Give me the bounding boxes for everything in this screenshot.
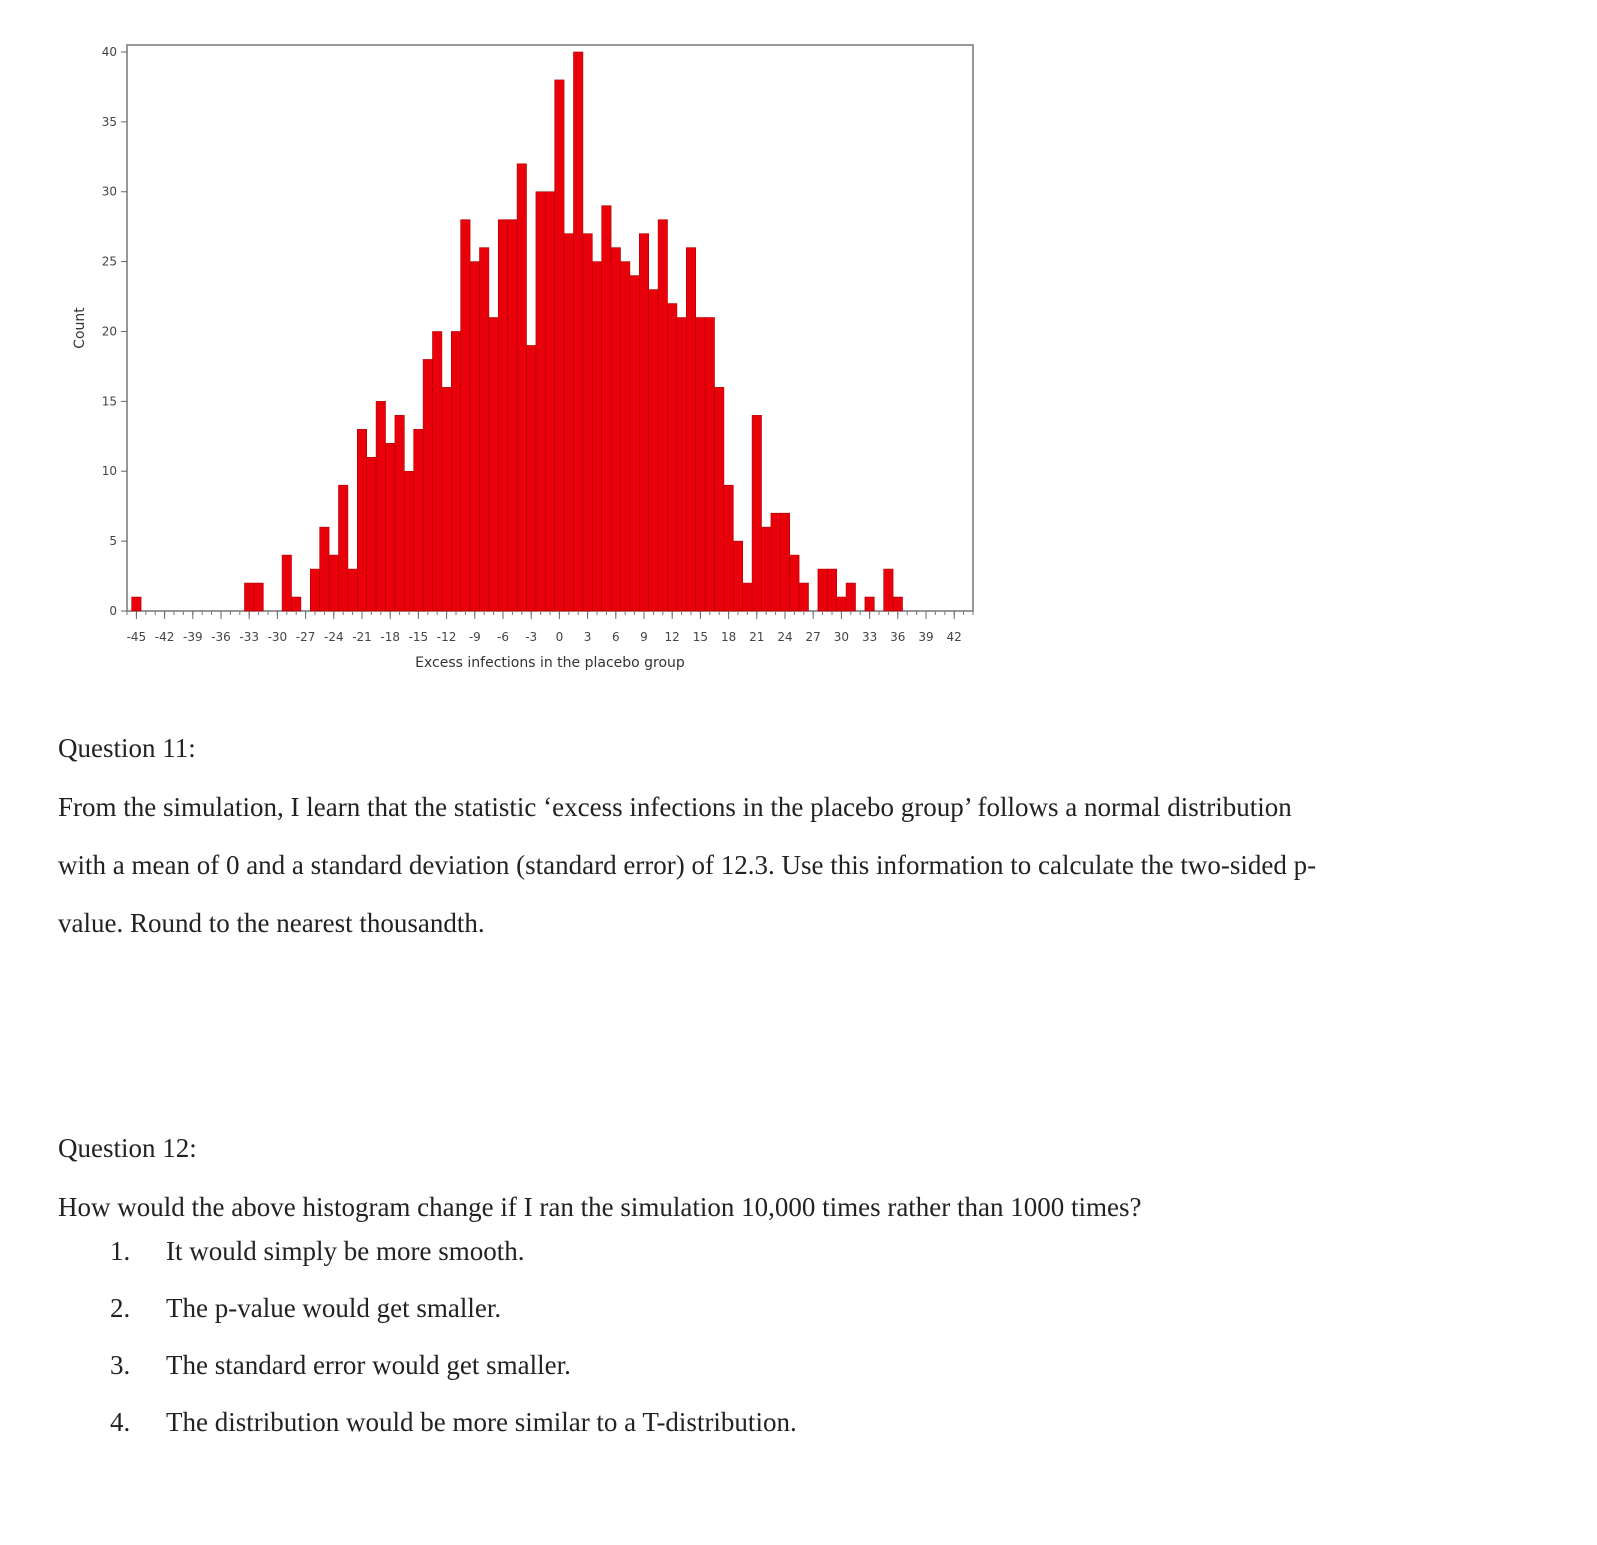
- x-tick-label: 9: [640, 630, 648, 644]
- x-tick-label: -6: [497, 630, 509, 644]
- histogram-bar: [433, 331, 442, 611]
- histogram-bar: [762, 527, 771, 611]
- histogram-bar: [508, 220, 517, 611]
- histogram-chart: [60, 35, 1000, 695]
- y-tick-label: 35: [101, 114, 117, 129]
- y-tick-label: 0: [109, 604, 117, 618]
- histogram-bar: [715, 387, 724, 611]
- y-tick-label: 15: [101, 394, 117, 409]
- x-tick-label: -45: [126, 630, 147, 644]
- histogram-bar: [395, 415, 404, 611]
- histogram-svg: [60, 35, 1000, 695]
- histogram-bar: [649, 290, 658, 611]
- histogram-bar: [677, 318, 686, 611]
- x-tick-label: 33: [861, 630, 878, 644]
- y-tick-label: 30: [101, 184, 117, 199]
- histogram-bar: [132, 597, 141, 611]
- y-tick-label: 40: [101, 44, 117, 59]
- histogram-bar: [320, 527, 329, 611]
- x-tick-label: 12: [664, 630, 680, 644]
- x-tick-label: 36: [890, 630, 906, 644]
- histogram-bar: [245, 583, 254, 611]
- histogram-bar: [442, 387, 451, 611]
- x-tick-label: 6: [611, 630, 620, 644]
- histogram-bar: [489, 318, 498, 611]
- histogram-bar: [282, 555, 291, 611]
- x-tick-label: -18: [380, 630, 401, 644]
- histogram-bar: [780, 513, 789, 611]
- x-tick-label: 30: [833, 630, 850, 644]
- histogram-bar: [527, 345, 536, 611]
- histogram-bar: [602, 206, 611, 611]
- question-11-line: value. Round to the nearest thousandth.: [58, 908, 485, 938]
- histogram-bar: [348, 569, 357, 611]
- question-11-line: with a mean of 0 and a standard deviation (standard error) of 12.3. Use this information to calculate the two-sided p-: [58, 850, 1317, 880]
- x-tick-label: -33: [239, 630, 260, 644]
- question-11-heading: Question 11:: [58, 733, 196, 763]
- question-12-heading: Question 12:: [58, 1133, 197, 1163]
- histogram-bar: [705, 318, 714, 611]
- x-tick-label: 15: [692, 630, 709, 644]
- x-tick-label: -3: [525, 630, 538, 644]
- histogram-bar: [564, 234, 573, 611]
- x-tick-label: -21: [352, 630, 372, 644]
- y-tick-label: 5: [109, 534, 117, 549]
- option-text: The distribution would be more similar to a T-distribution.: [166, 1407, 797, 1437]
- histogram-bar: [386, 443, 395, 611]
- x-axis-label: Excess infections in the placebo group: [415, 655, 685, 671]
- question-11-line: From the simulation, I learn that the statistic ‘excess infections in the placebo group’ follows a normal distribution: [58, 792, 1292, 822]
- histogram-bar: [724, 485, 733, 611]
- histogram-bar: [865, 597, 874, 611]
- histogram-bar: [555, 80, 564, 611]
- histogram-bar: [743, 583, 752, 611]
- x-tick-label: 24: [777, 630, 793, 644]
- histogram-bar: [790, 555, 799, 611]
- histogram-bar: [799, 583, 808, 611]
- histogram-bar: [752, 415, 761, 611]
- x-tick-label: -36: [211, 630, 231, 644]
- histogram-bar: [630, 276, 639, 611]
- histogram-bar: [470, 262, 479, 611]
- histogram-bar: [404, 471, 413, 611]
- histogram-bar: [818, 569, 827, 611]
- histogram-bar: [846, 583, 855, 611]
- x-tick-label: -15: [408, 630, 429, 644]
- x-tick-label: 18: [720, 630, 737, 644]
- histogram-bar: [498, 220, 507, 611]
- histogram-bar: [893, 597, 902, 611]
- question-11-text: [58, 778, 1538, 952]
- option-number: 3.: [110, 1350, 131, 1380]
- histogram-bar: [771, 513, 780, 611]
- histogram-bar: [414, 429, 423, 611]
- option-text: The standard error would get smaller.: [166, 1350, 571, 1380]
- histogram-bar: [339, 485, 348, 611]
- x-tick-label: 27: [805, 630, 821, 644]
- histogram-bar: [733, 541, 742, 611]
- option-number: 4.: [110, 1407, 131, 1437]
- y-tick-label: 10: [101, 464, 117, 479]
- histogram-bar: [536, 192, 545, 611]
- question-12-prompt: How would the above histogram change if I ran the simulation 10,000 times rather than 1000 times?: [58, 1192, 1142, 1222]
- histogram-bar: [423, 359, 432, 611]
- histogram-bar: [658, 220, 667, 611]
- histogram-bar: [621, 262, 630, 611]
- x-tick-label: -39: [182, 630, 203, 644]
- y-tick-label: 20: [101, 324, 117, 339]
- histogram-bar: [254, 583, 263, 611]
- histogram-bar: [592, 262, 601, 611]
- histogram-bar: [451, 331, 460, 611]
- x-tick-label: 39: [918, 630, 934, 644]
- histogram-bar: [639, 234, 648, 611]
- histogram-bar: [310, 569, 319, 611]
- histogram-bar: [329, 555, 338, 611]
- histogram-bar: [517, 164, 526, 611]
- histogram-bar: [292, 597, 301, 611]
- x-tick-label: 0: [555, 630, 564, 644]
- x-tick-label: 42: [946, 630, 962, 644]
- histogram-bar: [574, 52, 583, 611]
- histogram-bar: [357, 429, 366, 611]
- histogram-bar: [668, 304, 677, 611]
- x-tick-label: -24: [323, 630, 344, 644]
- histogram-bar: [480, 248, 489, 611]
- option-text: It would simply be more smooth.: [166, 1236, 525, 1266]
- histogram-bar: [545, 192, 554, 611]
- x-tick-label: -42: [154, 630, 175, 644]
- x-tick-label: -30: [267, 630, 288, 644]
- histogram-bar: [611, 248, 620, 611]
- option-text: The p-value would get smaller.: [166, 1293, 502, 1323]
- x-tick-label: 3: [583, 630, 592, 644]
- x-tick-label: -9: [468, 630, 481, 644]
- y-tick-label: 25: [101, 254, 117, 269]
- histogram-bar: [884, 569, 893, 611]
- option-number: 1.: [110, 1236, 131, 1266]
- x-tick-label: 21: [749, 630, 765, 644]
- histogram-bar: [837, 597, 846, 611]
- histogram-bar: [367, 457, 376, 611]
- x-tick-label: -12: [436, 630, 457, 644]
- histogram-bar: [461, 220, 470, 611]
- option-number: 2.: [110, 1293, 131, 1323]
- histogram-bar: [827, 569, 836, 611]
- histogram-bar: [583, 234, 592, 611]
- y-axis-label: Count: [72, 307, 88, 349]
- histogram-bar: [376, 401, 385, 611]
- x-tick-label: -27: [295, 630, 316, 644]
- histogram-bar: [686, 248, 695, 611]
- histogram-bar: [696, 318, 705, 611]
